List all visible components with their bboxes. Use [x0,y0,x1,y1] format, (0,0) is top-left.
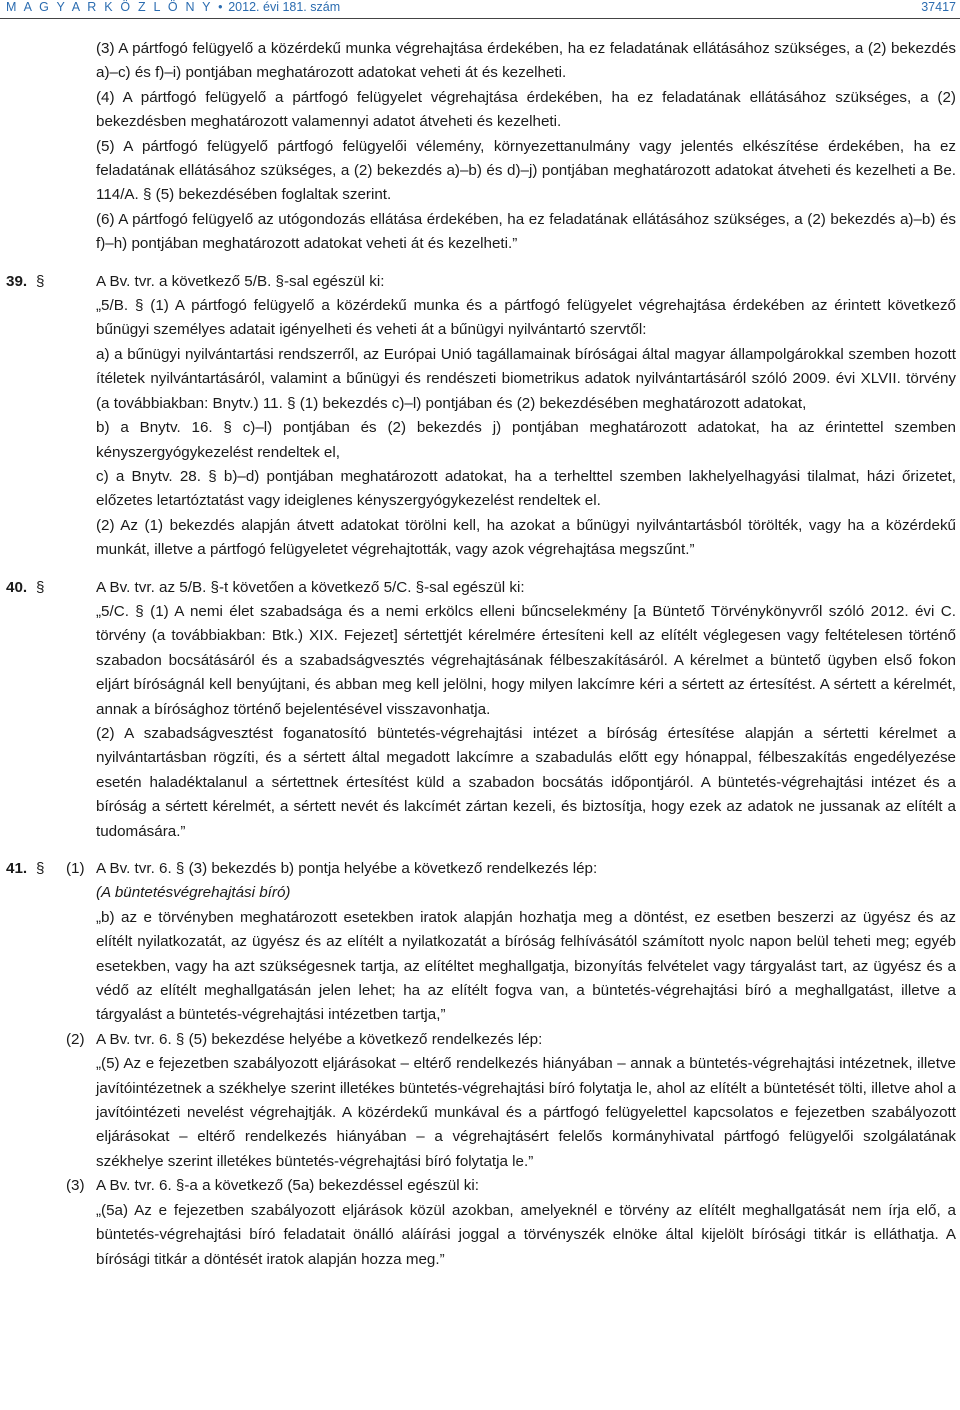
section-paragraph: (2) Az (1) bekezdés alapján átvett adatokat törölni kell, ha azokat a bűnügyi nyilvántartásból törölték, vagy ha a közérdekű munkát, illetve a pártfogó felügyeletet végrehajtották, vagy azok végrehajtása megszűnt.” [96,516,956,559]
subsection-lead: A Bv. tvr. 6. § (3) bekezdés b) pontja helyébe a következő rendelkezés lép: [96,860,598,877]
paragraph-3: (3) A pártfogó felügyelő a közérdekű munka végrehajtása érdekében, ha ez feladatának ellátásához szükséges, a (2) bekezdés a)–c) és f)–i) pontjában meghatározott adatokat veheti át és kezelheti. [96,40,956,82]
subsection-2 [0,1028,960,1174]
section-40 [0,576,960,844]
page-header [0,0,960,19]
paragraph-6: (6) A pártfogó felügyelő az utógondozás ellátása érdekében, ha ez feladatának ellátásához szükséges, a (2) bekezdés a)–b) és f)–h) pontjában meghatározott adatokat veheti át és kezelheti.” [96,210,956,253]
section-number: 41. [6,860,28,877]
paragraph-4: (4) A pártfogó felügyelő a pártfogó felügyelet végrehajtása érdekében, ha ez feladatának ellátásához szükséges, a (2) bekezdésben meghatározott valamennyi adatot átveheti és kezelheti. [96,88,956,131]
page-number: 37417 [921,0,956,14]
bullet-separator: • [218,0,223,14]
section-paragraph: „5/B. § (1) A pártfogó felügyelő a közérdekű munka és a pártfogó felügyelet végrehajtása érdekében az érintett következő bűnügyi személyes adatait igényelheti és veheti át a bűnügyi nyilvántartó szervtől: [96,297,956,339]
subsection-number: (3) [66,1177,85,1195]
document-body [0,37,960,1272]
intro-paragraphs [96,37,956,257]
section-paragraph: c) a Bnytv. 28. § b)–d) pontjában meghatározott adatokat, ha a terhelttel szemben lakhelyelhagyási tilalmat, házi őrizetet, előzetes letartóztatást vagy ideiglenes kényszergyógykezelést rendeltek el. [96,467,956,510]
running-head [6,0,340,14]
subsection-lead: A Bv. tvr. 6. §-a a következő (5a) bekezdéssel egészül ki: [96,1177,479,1195]
subsection-3 [0,1174,960,1272]
section-paragraph: a) a bűnügyi nyilvántartási rendszerről, az Európai Unió tagállamainak bíróságai által magyar állampolgárokkal szemben hozott ítéletek nyilvántartásáról, valamint a bűnügyi és rendészeti biometrikus adatok nyilvántartásáról szóló 2009. évi XLVII. törvény (a továbbiakban: Bnytv.) 11. § (1) bekezdés c)–l) pontjában és (2) bekezdésében meghatározott adatokat, [96,345,956,412]
subsection-context: (A büntetésvégrehajtási bíró) [96,884,291,902]
journal-title: M A G Y A R K Ö Z L Ö N Y [6,0,213,14]
subsection-paragraph: „(5a) Az e fejezetben szabályozott eljárások közül azokban, amelyeknél e törvény az elítélt meghallgatását nem írja elő, a büntetés-végrehajtási bíró feladatait önálló aláírási joggal a törvényszék elnöke által kijelölt bírósági titkár is elláthatja. A bírósági titkár a döntését iratok alapján hozza meg.” [96,1201,956,1268]
subsection-lead: A Bv. tvr. 6. § (5) bekezdése helyébe a következő rendelkezés lép: [96,1030,543,1048]
section-number: 39. [6,272,28,290]
section-sign: § [36,860,45,877]
subsection-paragraph: „(5) Az e fejezetben szabályozott eljárásokat – eltérő rendelkezés hiányában – annak a büntetés-végrehajtási intézetnek, illetve javítóintézetnek a székhelye szerint illetékes büntetés-végrehajtási bíró folytatja le, ahol az elítélt a büntetését tölti, illetve ahol a javítóintézeti nevelést végrehajtják. A közérdekű munkával és a pártfogó felügyelettel kapcsolatos e fejezetben szabályozott eljárásokat – eltérő rendelkezés hiányában – a végrehajtásért felelős kormányhivatal pártfogó felügyelői szolgálatának székhelye szerint illetékes büntetés-végrehajtási bíró folytatja le.” [96,1055,956,1170]
subsection-number: (2) [66,1030,85,1048]
section-sign: § [36,578,45,596]
subsection-1 [0,857,960,1028]
section-39 [0,270,960,563]
section-sign: § [36,272,45,290]
paragraph-5: (5) A pártfogó felügyelő pártfogó felügyelői vélemény, környezettanulmány vagy jelentés elkészítése érdekében, ha ez feladatának ellátásához szükséges, a (2) bekezdés a)–b) és d)–j) pontjában meghatározott adatokat átveheti és kezelheti a Be. 114/A. § (5) bekezdésében foglaltak szerint. [96,137,956,204]
section-paragraph: (2) A szabadságvesztést foganatosító büntetés-végrehajtási intézet a bíróság értesítése alapján a sértetti kérelmet a nyilvántartásban rögzíti, és a sértett által megadott lakcímre a szabadulás előtt egy hónappal, félbeszakítás engedélyezése esetén haladéktalanul a sértettnek értesítést küld a szabadon bocsátás időpontjáról. A büntetés-végrehajtási intézet és a bíróság a sértett kérelmét, a sértett nevét és lakcímét zártan kezeli, és biztosítja, hogy ezek az adatok ne jussanak az elítélt a tudomására.” [96,724,956,840]
subsection-number: (1) [66,860,85,877]
section-number: 40. [6,578,28,596]
section-paragraph: „5/C. § (1) A nemi élet szabadsága és a nemi erkölcs elleni bűncselekmény [a Büntető Törvénykönyvről szóló 2012. évi C. törvény (a továbbiakban: Btk.) XIX. Fejezet] sértettjét kérelmére értesíteni kell az elítélt véglegesen vagy feltételesen történő szabadon bocsátásáról és a szabadságvesztés végrehajtásának félbeszakításáról. A kérelmet a büntető ügyben első fokon eljárt bíróságnál kell benyújtani, és abban meg kell jelölni, hogy milyen lakcímre kéri a sértett az értesítést. A sértett a kérelmét, annak a bírósághoz történő bejelentésével visszavonhatja. [96,602,956,718]
section-lead: A Bv. tvr. az 5/B. §-t követően a következő 5/C. §-sal egészül ki: [96,578,525,596]
issue-number: 2012. évi 181. szám [228,0,341,14]
section-41 [0,857,960,1272]
subsection-paragraph: „b) az e törvényben meghatározott esetekben iratok alapján hozhatja meg a döntést, ez esetben beszerzi az ügyész és az elítélt nyilatkozatát, az ügyész és az elítélt a nyilatkozatát a bíróság felhívásától számított nyolc napon belül teheti meg; egyéb esetekben, vagy ha azt szükségesnek tartja, az elítéltet meghallgatja, bizonyítás felvételet vagy tárgyalást tart, az ügyész és a védő az elítélt meghallgatásán jelen lehet; ha az elítélt fogva van, a büntetés-végrehajtási bíró a meghallgatást, illetve a tárgyalást a büntetés-végrehajtási intézetben tartja,” [96,908,956,1024]
section-lead: A Bv. tvr. a következő 5/B. §-sal egészül ki: [96,272,385,290]
section-paragraph: b) a Bnytv. 16. § c)–l) pontjában és (2) bekezdés j) pontjában meghatározott adatokat, ha az érintettel szemben kényszergyógykezelést rendeltek el, [96,419,956,461]
